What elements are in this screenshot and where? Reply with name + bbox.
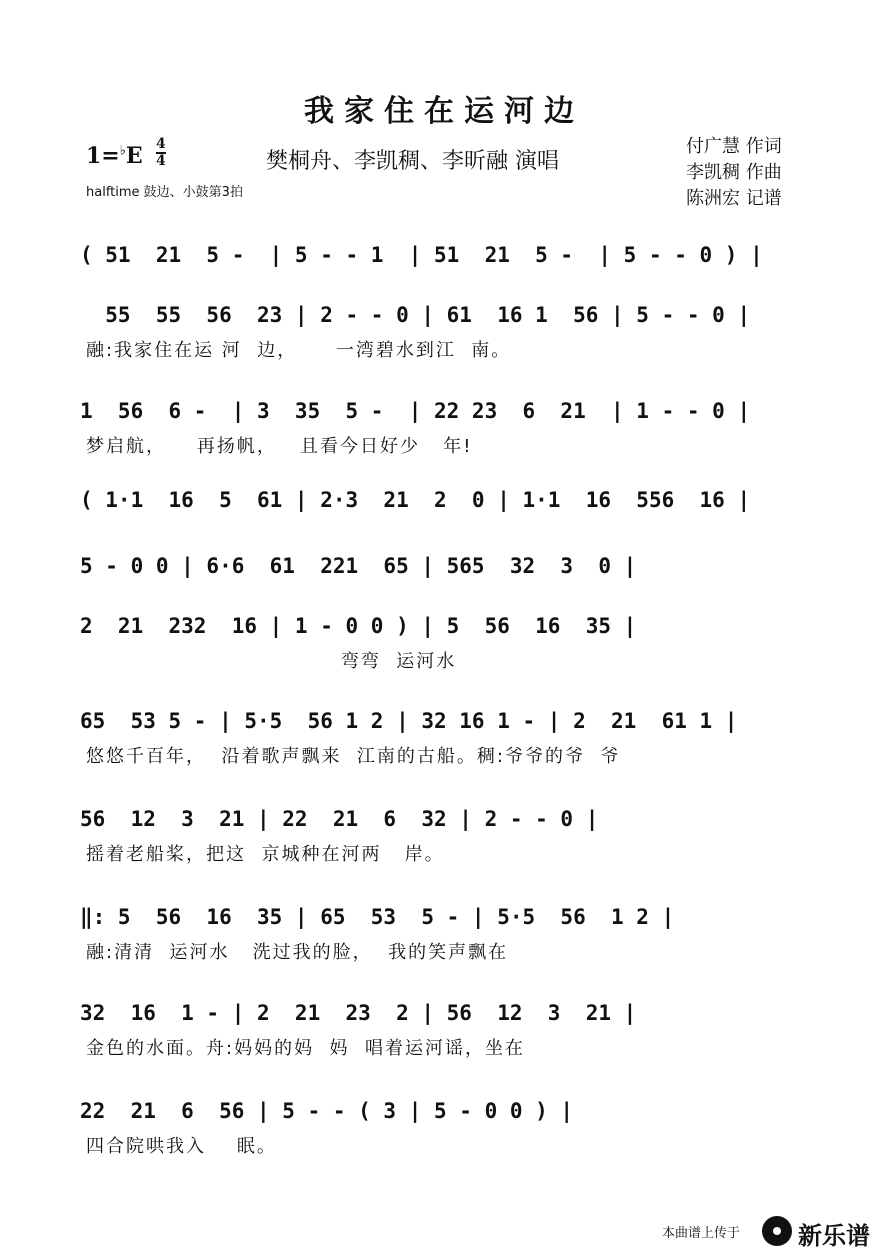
- notation-line: 1 56 6 - | 3 35 5 - | 22 23 6 21 | 1 - - 0 |: [80, 399, 751, 423]
- key-note: E: [125, 143, 143, 169]
- key-signature: [86, 143, 143, 169]
- transcriber: 陈洲宏 记谱: [686, 188, 782, 209]
- lyric-line: 悠悠千百年， 沿着歌声飘来 江南的古船。稠:爷爷的爷 爷: [86, 746, 621, 767]
- notation-line: ( 1·1 16 5 61 | 2·3 21 2 0 | 1·1 16 556 16 |: [80, 488, 751, 512]
- notation-line: 5 - 0 0 | 6·6 61 221 65 | 565 32 3 0 |: [80, 554, 637, 578]
- notation-line: 32 16 1 - | 2 21 23 2 | 56 12 3 21 |: [80, 1001, 637, 1025]
- notation-line: ( 51 21 5 - | 5 - - 1 | 51 21 5 - | 5 - - 0 ) |: [80, 243, 763, 267]
- lyric-line: 梦启航， 再扬帆， 且看今日好少 年!: [86, 436, 473, 457]
- notation-line: 2 21 232 16 | 1 - 0 0 ) | 5 56 16 35 |: [80, 614, 637, 638]
- time-bottom: 4: [156, 153, 166, 169]
- lyricist: 付广慧 作词: [686, 136, 782, 157]
- time-top: 4: [156, 136, 166, 152]
- song-title: 我家住在运河边: [304, 94, 584, 129]
- lyric-line: 摇着老船桨，把这 京城种在河两 岸。: [86, 844, 445, 865]
- brand-logo[interactable]: [762, 1214, 880, 1250]
- credits: [686, 134, 782, 212]
- key-prefix: 1=: [86, 143, 120, 169]
- lyric-line: 弯弯 运河水: [86, 651, 457, 672]
- lyric-line: 四合院哄我入 眠。: [86, 1136, 277, 1157]
- notation-line: 56 12 3 21 | 22 21 6 32 | 2 - - 0 |: [80, 807, 599, 831]
- notation-line: 55 55 56 23 | 2 - - 0 | 61 16 1 56 | 5 - - 0 |: [80, 303, 751, 327]
- brand-name: 新乐谱: [798, 1222, 870, 1250]
- time-signature: [156, 138, 166, 168]
- notation-line: 22 21 6 56 | 5 - - ( 3 | 5 - 0 0 ) |: [80, 1099, 574, 1123]
- performers: 樊桐舟、李凯稠、李昕融 演唱: [266, 149, 559, 174]
- flat-symbol: ♭: [119, 143, 126, 159]
- footer-uploaded-text: 本曲谱上传于: [662, 1226, 741, 1241]
- lyric-line: 融:清清 运河水 洗过我的脸， 我的笑声飘在: [86, 942, 509, 963]
- tempo-note: halftime 鼓边、小鼓第3拍: [86, 185, 243, 200]
- lyric-line: 融:我家住在运 河 边， 一湾碧水到江 南。: [86, 340, 512, 361]
- notation-line: 65 53 5 - | 5·5 56 1 2 | 32 16 1 - | 2 21 61 1 |: [80, 709, 738, 733]
- record-icon: [762, 1216, 792, 1246]
- lyric-line: 金色的水面。舟:妈妈的妈 妈 唱着运河谣，坐在: [86, 1038, 525, 1059]
- composer: 李凯稠 作曲: [686, 162, 782, 183]
- notation-line: ‖: 5 56 16 35 | 65 53 5 - | 5·5 56 1 2 |: [80, 905, 675, 929]
